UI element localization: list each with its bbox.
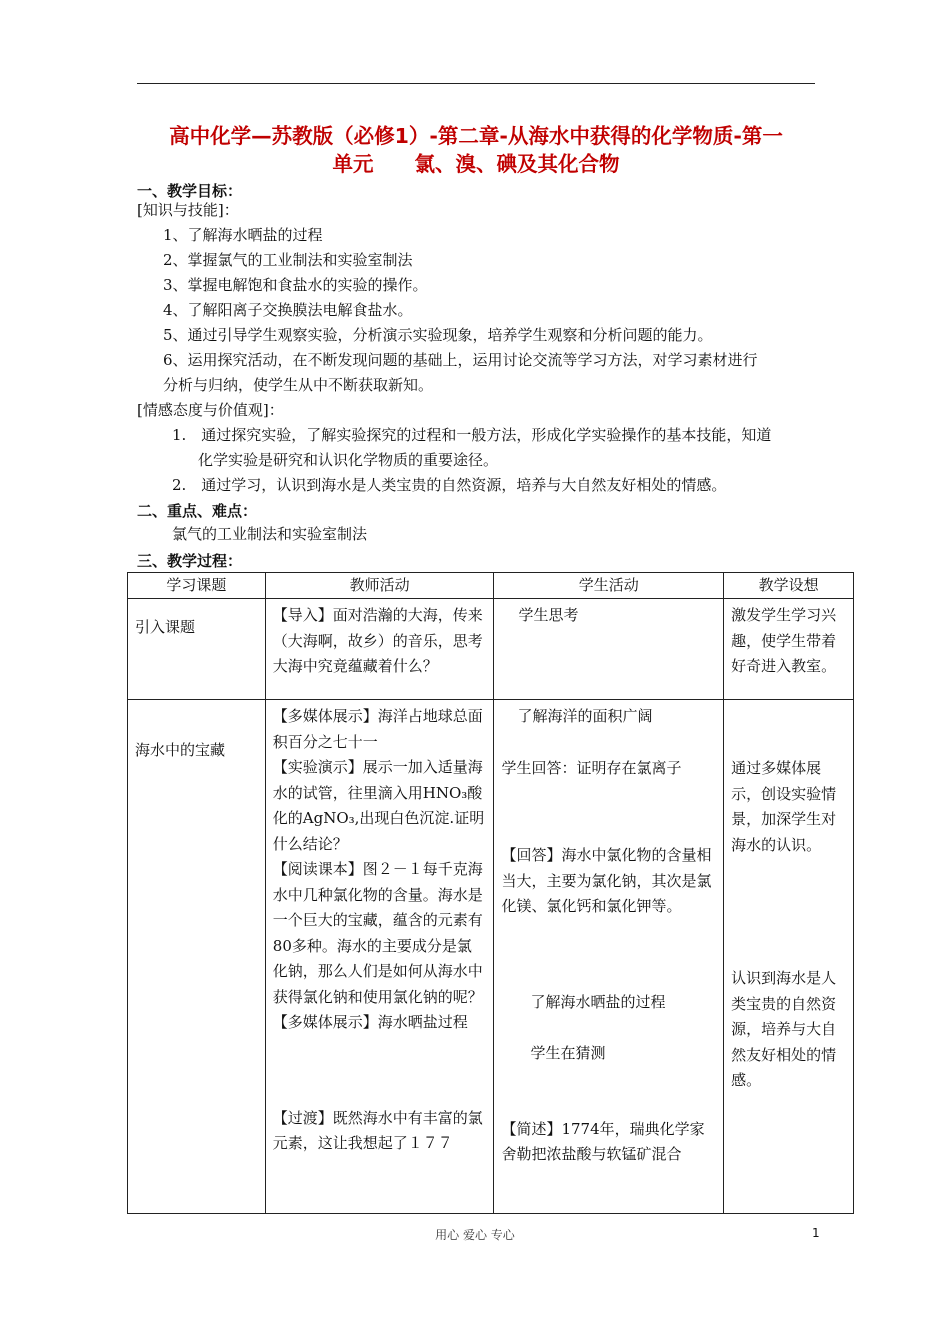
- row1-topic: 引入课题: [135, 618, 196, 636]
- row2-teacher-1: 【多媒体展示】海洋占地球总面积百分之七十一: [272, 707, 483, 751]
- section-2-text: 氯气的工业制法和实验室制法: [172, 525, 368, 543]
- title-line-1: 高中化学—苏教版（必修1）-第二章-从海水中获得的化学物质-第一: [169, 124, 783, 148]
- header-topic: 学习课题: [128, 573, 266, 599]
- header-student: 学生活动: [494, 573, 724, 599]
- table-row: [128, 700, 854, 1214]
- section-2-heading: 二、重点、难点：: [137, 502, 258, 520]
- row2-student-1: 了解海洋的面积广阔: [517, 707, 653, 725]
- row2-teacher-5: 【过渡】既然海水中有丰富的氯元素，这让我想起了１７７: [272, 1108, 483, 1152]
- header-teacher: 教师活动: [265, 573, 494, 599]
- row2-teacher-2: 【实验演示】展示一加入适量海水的试管，往里滴入用HNO₃酸化的AgNO₃,出现白色沉淀.证明什么结论？: [272, 758, 485, 853]
- row2-student-5: 学生在猜测: [530, 1044, 606, 1062]
- page-number: 1: [812, 1226, 820, 1240]
- row2-design-2: 认识到海水是人类宝贵的自然资源，培养与大自然友好相处的情感。: [731, 969, 837, 1089]
- knowledge-item-1: 1、了解海水晒盐的过程: [163, 226, 323, 244]
- header-design: 教学设想: [724, 573, 854, 599]
- table-header-row: [128, 573, 854, 599]
- row1-design: 激发学生学习兴趣，使学生带着好奇进入教室。: [731, 606, 837, 675]
- knowledge-item-6-cont: 分析与归纳，使学生从中不断获取新知。: [163, 376, 434, 394]
- document-title: [137, 122, 815, 178]
- knowledge-label: [知识与技能]：: [137, 201, 239, 219]
- row2-student-6: 【简述】1774年，瑞典化学家舍勒把浓盐酸与软锰矿混合: [501, 1119, 705, 1163]
- row2-teacher-3: 【阅读课本】图２－１每千克海水中几种氯化物的含量。海水是一个巨大的宝藏，蕴含的元素有80多种。海水的主要成分是氯化钠，那么人们是如何从海水中获得氯化钠和使用氯化钠的呢？: [272, 860, 483, 1006]
- emotion-label: [情感态度与价值观]：: [137, 401, 284, 419]
- knowledge-item-2: 2、掌握氯气的工业制法和实验室制法: [163, 251, 413, 269]
- emotion-item-1-cont: 化学实验是研究和认识化学物质的重要途径。: [198, 451, 499, 469]
- knowledge-item-5: 5、通过引导学生观察实验，分析演示实验现象，培养学生观察和分析问题的能力。: [163, 326, 713, 344]
- row2-design-1: 通过多媒体展示，创设实验情景，加深学生对海水的认识。: [731, 759, 837, 854]
- lesson-table: [127, 572, 854, 1214]
- row2-topic: 海水中的宝藏: [135, 741, 226, 759]
- emotion-item-2: 2. 通过学习，认识到海水是人类宝贵的自然资源，培养与大自然友好相处的情感。: [172, 476, 727, 494]
- knowledge-item-6: 6、运用探究活动，在不断发现问题的基础上，运用讨论交流等学习方法，对学习素材进行: [163, 351, 758, 369]
- row1-teacher: 【导入】面对浩瀚的大海，传来（大海啊，故乡）的音乐，思考大海中究竟蕴藏着什么？: [272, 606, 483, 675]
- row1-student: 学生思考: [518, 606, 579, 624]
- row2-student-3: 【回答】海水中氯化物的含量相当大，主要为氯化钠，其次是氯化镁、氯化钙和氯化钾等。: [501, 846, 712, 915]
- title-line-2: 单元 氯、溴、碘及其化合物: [332, 152, 620, 176]
- table-row: [128, 599, 854, 700]
- knowledge-item-4: 4、了解阳离子交换膜法电解食盐水。: [163, 301, 413, 319]
- row2-teacher-4: 【多媒体展示】海水晒盐过程: [272, 1013, 468, 1031]
- knowledge-item-3: 3、掌握电解饱和食盐水的实验的操作。: [163, 276, 428, 294]
- section-1-heading: 一、教学目标：: [137, 182, 243, 200]
- page-footer: 用心 爱心 专心: [435, 1228, 515, 1242]
- header-rule: [137, 83, 815, 84]
- row2-student-2: 学生回答：证明存在氯离子: [501, 758, 682, 777]
- section-3-heading: 三、教学过程：: [137, 552, 243, 570]
- emotion-item-1: 1. 通过探究实验，了解实验探究的过程和一般方法，形成化学实验操作的基本技能，知道: [172, 426, 772, 444]
- row2-student-4: 了解海水晒盐的过程: [530, 992, 666, 1011]
